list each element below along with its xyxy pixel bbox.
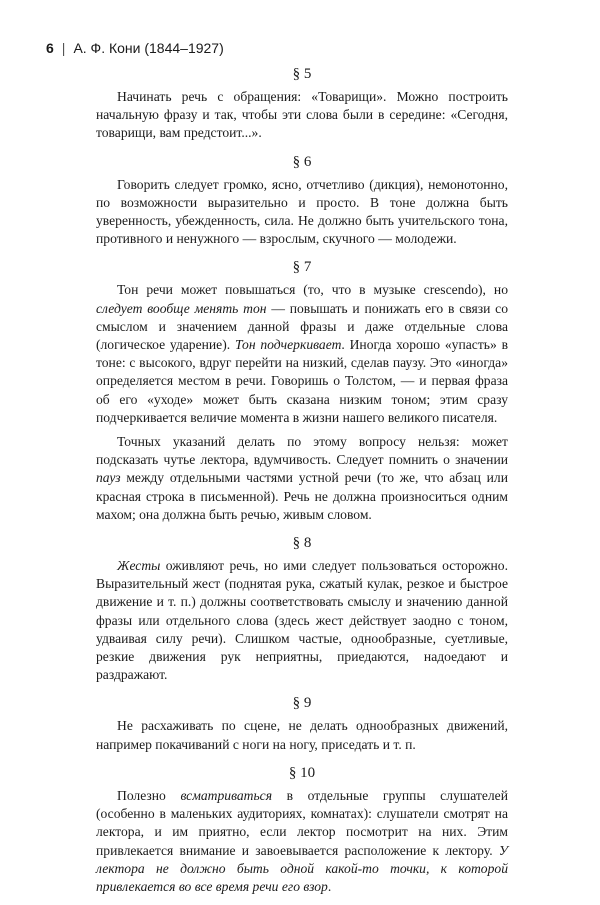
section-heading: § 7 — [292, 259, 312, 276]
section-heading: § 8 — [292, 535, 312, 552]
text-run: Начинать речь с обращения: «Товарищи». Можно построить начальную фразу и так, чтобы эти слова были в середине: «Сегодня, товарищи, вам предстоит...». — [96, 89, 508, 141]
text-run: в отдельные группы слушателей (особенно в маленьких аудиториях, комнатах): слушатели смотрят на лектора, и им приятно, если лектор посмотрит на них. Этим привлекается внимание и завоевывается расположение к лектору. — [96, 787, 508, 858]
emphasis-text: Тон подчеркивает — [234, 337, 342, 353]
paragraph — [96, 717, 508, 753]
paragraph — [96, 176, 508, 249]
paragraph — [96, 433, 508, 524]
emphasis-text: пауз — [96, 470, 121, 486]
emphasis-text: Жесты — [117, 558, 161, 574]
paragraph — [96, 281, 508, 427]
running-title: А. Ф. Кони (1844–1927) — [73, 40, 224, 56]
running-header — [46, 40, 570, 56]
paragraph — [96, 787, 508, 896]
emphasis-text: следует вообще менять тон — [96, 300, 267, 316]
section-heading: § 9 — [292, 695, 312, 712]
section-heading: § 5 — [292, 66, 312, 82]
text-run: . — [327, 878, 332, 894]
header-separator: | — [61, 40, 66, 56]
text-run: оживляют речь, но ими следует пользоваться осторожно. Выразительный жест (поднятая рука, сжатый кулак, резкое и быстрое движение и т. п.) должны соответствовать смыслу и значению данной фразы или отдельного слова (здесь жест действует заодно с тоном, удваивая силу речи). Слишком частые, однообразные, суетливые, резкие движения рук неприятны, приедаются, надоедают и раздражают. — [96, 558, 508, 683]
text-run: Говорить следует громко, ясно, отчетливо (дикция), немонотонно, по возможности выразительно и просто. В тоне должна быть уверенность, убежденность, сила. Не должно быть учительского тона, противного и ненужного — взрослым, скучного — молодежи. — [96, 176, 508, 247]
text-run: между отдельными частями устной речи (то же, что абзац или красная строка в письменной). Речь не должна произноситься одним махом; она должна быть речью, живым словом. — [96, 470, 508, 522]
emphasis-text: всматриваться — [180, 787, 273, 803]
paragraph — [96, 88, 508, 143]
section-heading: § 10 — [288, 764, 316, 781]
text-run: Точных указаний делать по этому вопросу нельзя: может подсказать чутье лектора, вдумчивость. Следует помнить о значении — [96, 434, 508, 468]
section-heading: § 6 — [292, 153, 312, 170]
text-run: Тон речи может повышаться (то, что в музыке crescendo), но — [117, 282, 508, 298]
text-run: Полезно — [117, 787, 181, 803]
page-number: 6 — [46, 40, 54, 56]
emphasis-text: У лектора не должно быть одной какой-то точки, к которой привлекается во все время речи его взор — [96, 842, 508, 894]
text-run: . Иногда хорошо «упасть» в тоне: с высокого, вдруг перейти на низкий, сделав паузу. Это «иногда» определяется местом в речи. Говоришь о Толстом, — и первая фраза об его «уходе» может быть сказана низким тоном; этим сразу подчеркивается величие момента в жизни нашего великого писателя. — [96, 337, 508, 425]
text-run: — повышать и понижать его в связи со смыслом и значением данной фразы и даже отдельные слова (логическое ударение). — [96, 300, 508, 353]
text-run: Не расхаживать по сцене, не делать однообразных движений, например покачиваний с ноги на ногу, приседать и т. п. — [96, 718, 508, 752]
page-body — [96, 64, 508, 905]
paragraph — [96, 557, 508, 684]
